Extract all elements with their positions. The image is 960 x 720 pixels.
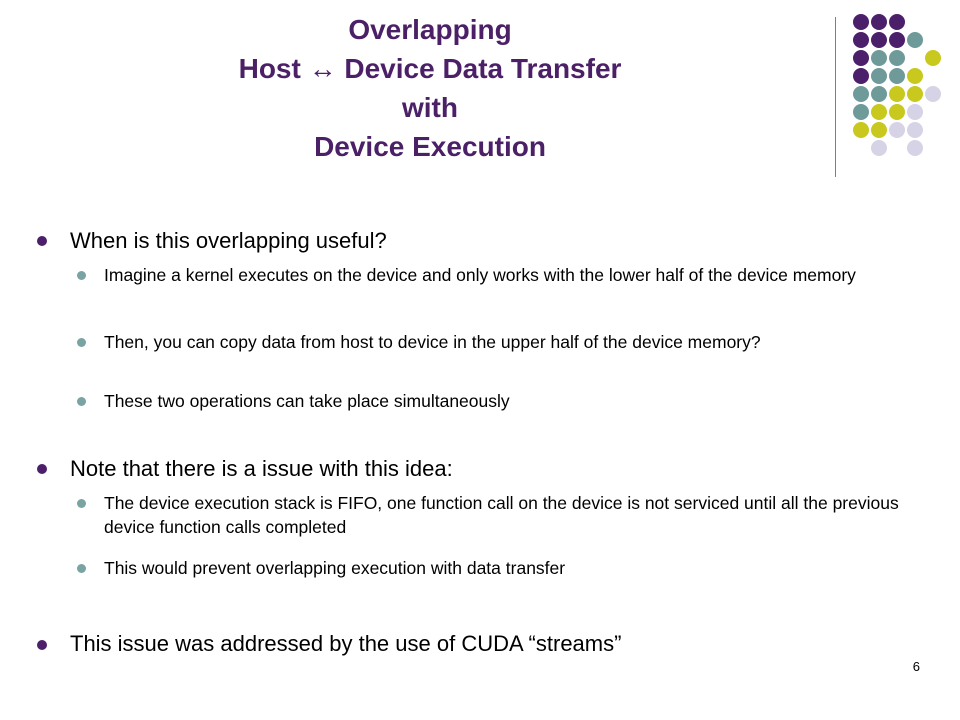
decor-dot	[853, 86, 869, 102]
decor-dot	[853, 32, 869, 48]
sub-bullet-text: This would prevent overlapping execution with data transfer	[104, 558, 566, 578]
decor-dot	[853, 122, 869, 138]
bullet-text: When is this overlapping useful?	[70, 228, 387, 253]
decor-dot	[853, 50, 869, 66]
sub-bullet-marker	[77, 499, 86, 508]
decor-dot	[871, 14, 887, 30]
decor-dot	[925, 86, 941, 102]
decor-dot	[889, 104, 905, 120]
decor-dot	[907, 104, 923, 120]
decor-dot	[907, 32, 923, 48]
title-line-4: Device Execution	[314, 131, 546, 162]
decor-dot	[871, 104, 887, 120]
decor-dot	[889, 32, 905, 48]
title-line-3: with	[402, 92, 458, 123]
title-line-1: Overlapping	[348, 14, 512, 45]
bullet-text: Note that there is a issue with this idea:	[70, 456, 453, 481]
decor-dot	[889, 68, 905, 84]
decorative-divider	[835, 17, 836, 177]
decor-dot	[889, 122, 905, 138]
decor-dot	[853, 14, 869, 30]
decor-dot	[853, 68, 869, 84]
decor-dot	[925, 50, 941, 66]
bullet-marker	[37, 464, 47, 474]
decor-dot	[907, 122, 923, 138]
decor-dot	[889, 86, 905, 102]
title-line-2: Host ↔ Device Data Transfer	[238, 53, 622, 84]
decor-dot	[871, 86, 887, 102]
sub-bullet-marker	[77, 338, 86, 347]
decor-dot	[871, 50, 887, 66]
decor-dot	[889, 50, 905, 66]
page-number: 6	[912, 659, 920, 674]
bullet-marker	[37, 640, 47, 650]
decor-dot	[871, 68, 887, 84]
bullet-marker	[37, 236, 47, 246]
decor-dot	[907, 140, 923, 156]
decor-dot	[907, 86, 923, 102]
sub-bullet-text: Then, you can copy data from host to device in the upper half of the device memory?	[104, 332, 761, 352]
decor-dot	[871, 140, 887, 156]
sub-bullet-text: Imagine a kernel executes on the device and only works with the lower half of the device memory	[104, 265, 856, 285]
sub-bullet-marker	[77, 564, 86, 573]
decor-dot	[907, 68, 923, 84]
decor-dot	[889, 14, 905, 30]
decor-dot	[871, 32, 887, 48]
sub-bullet-text: The device execution stack is FIFO, one function call on the device is not serviced until all the previous device function calls completed	[104, 493, 899, 537]
decor-dot	[853, 104, 869, 120]
sub-bullet-marker	[77, 397, 86, 406]
bullet-text: This issue was addressed by the use of CUDA “streams”	[70, 631, 622, 656]
sub-bullet-text: These two operations can take place simultaneously	[104, 391, 510, 411]
sub-bullet-marker	[77, 271, 86, 280]
slide-title	[150, 10, 710, 166]
decor-dot	[871, 122, 887, 138]
